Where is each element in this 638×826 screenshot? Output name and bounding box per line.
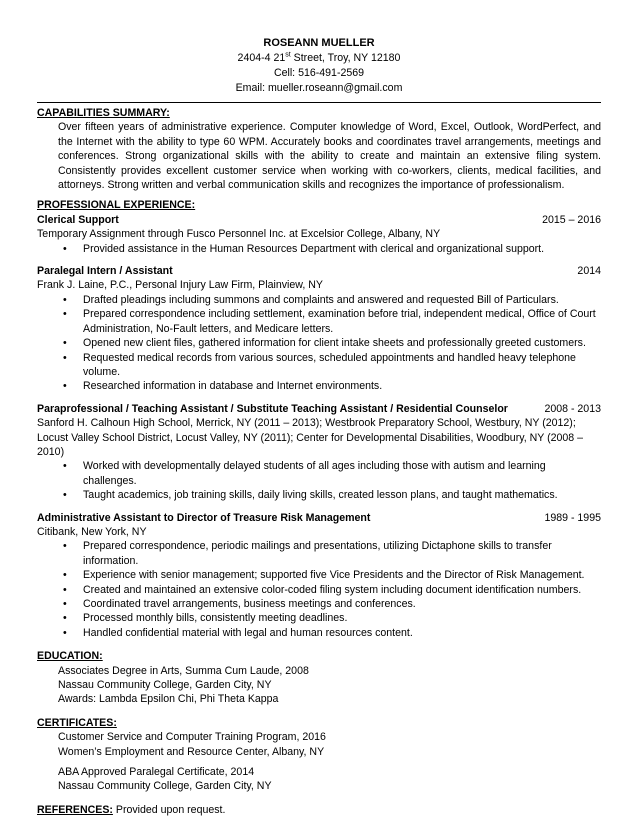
education-details: [58, 664, 601, 707]
job-organization: Sanford H. Calhoun High School, Merrick, NY (2011 – 2013); Westbrook Preparatory School, Westbury, NY (2012); Locust Valley School District, Locust Valley, NY (2011); Center for Developmental Disabilities, Woodbury, NY (2008 – 2010): [37, 417, 584, 458]
education-heading: EDUCATION:: [37, 650, 103, 663]
education-line: Awards: Lambda Epsilon Chi, Phi Theta Kappa: [58, 693, 279, 706]
job-entry: [37, 213, 601, 256]
email-address: Email: mueller.roseann@gmail.com: [235, 82, 403, 94]
job-header: [37, 213, 601, 227]
header-divider: [37, 102, 601, 103]
job-bullet-list: [37, 459, 601, 502]
job-bullet: • Experience with senior management; supported five Vice Presidents and the Director of Risk Management.: [37, 568, 601, 582]
certificate-line: Customer Service and Computer Training Program, 2016: [58, 731, 326, 744]
job-bullet-list: [37, 293, 601, 394]
resume-header: [0, 36, 638, 96]
job-entry: [37, 511, 601, 641]
candidate-name: ROSEANN MUELLER: [263, 37, 375, 49]
references-text: Provided upon request.: [115, 803, 226, 816]
job-bullet: • Worked with developmentally delayed students of all ages including those with autism and learning challenges.: [37, 459, 601, 488]
job-bullet: • Coordinated travel arrangements, business meetings and conferences.: [37, 597, 601, 611]
job-header: [37, 402, 601, 416]
job-bullet: • Created and maintained an extensive color-coded filing system including document identification numbers.: [37, 583, 601, 597]
job-title: Paralegal Intern / Assistant: [37, 265, 173, 278]
job-header: [37, 264, 601, 278]
resume-body: [37, 106, 601, 817]
job-dates: 2014: [577, 265, 601, 278]
job-bullet: • Provided assistance in the Human Resources Department with clerical and organizational support.: [37, 242, 601, 256]
job-entry: [37, 402, 601, 503]
certificate-line: ABA Approved Paralegal Certificate, 2014: [58, 766, 255, 779]
job-title: Paraprofessional / Teaching Assistant / Substitute Teaching Assistant / Residential Counselor: [37, 402, 508, 415]
job-bullet: • Processed monthly bills, consistently meeting deadlines.: [37, 611, 601, 625]
job-organization: Frank J. Laine, P.C., Personal Injury Law Firm, Plainview, NY: [37, 279, 323, 292]
job-organization: Temporary Assignment through Fusco Personnel Inc. at Excelsior College, Albany, NY: [37, 228, 441, 241]
address-number: 2404-4 21: [237, 52, 286, 64]
certificates-heading: CERTIFICATES:: [37, 716, 117, 729]
references-heading: REFERENCES:: [37, 803, 113, 816]
job-bullet: • Prepared correspondence, periodic mailings and presentations, utilizing Dictaphone skills to transfer information.: [37, 539, 601, 568]
job-header: [37, 511, 601, 525]
experience-heading: PROFESSIONAL EXPERIENCE:: [37, 199, 196, 212]
job-bullet-list: [37, 539, 601, 640]
job-bullet: • Researched information in database and Internet environments.: [37, 379, 601, 393]
address-line: [0, 51, 638, 66]
job-entry: [37, 264, 601, 394]
job-bullet: • Prepared correspondence including settlement, examination before trial, independent medical, Office of Court Administration, No-Fault letters, and Medicare letters.: [37, 307, 601, 336]
job-title: Administrative Assistant to Director of Treasure Risk Management: [37, 511, 371, 524]
cell-phone: Cell: 516-491-2569: [273, 67, 365, 79]
education-line: Associates Degree in Arts, Summa Cum Laude, 2008: [58, 664, 309, 677]
references-line: [37, 803, 601, 817]
certificate-group: [58, 765, 601, 794]
job-dates: 1989 - 1995: [544, 511, 601, 524]
job-bullet: • Handled confidential material with legal and human resources content.: [37, 626, 601, 640]
job-bullet: • Opened new client files, gathered information for client intake sheets and professionally greeted customers.: [37, 336, 601, 350]
summary-heading: CAPABILITIES SUMMARY:: [37, 107, 170, 119]
summary-text: Over fifteen years of administrative experience. Computer knowledge of Word, Excel, Outlook, WordPerfect, and the Internet with the ability to type 60 WPM. Accurately books and coordinates travel arrangements, meetings and conferences. Strong organizational skills with the ability to create and maintain an extensive filing system. Consistently provides excellent customer service when working with co-workers, clients, medical facilities, and attorneys. Strong written and verbal communication skills and recognizes the importance of professionalism.: [58, 121, 601, 192]
job-title: Clerical Support: [37, 213, 119, 226]
job-bullet: • Requested medical records from various sources, scheduled appointments and handled heavy telephone volume.: [37, 351, 601, 380]
education-line: Nassau Community College, Garden City, NY: [58, 679, 272, 692]
job-bullet: • Drafted pleadings including summons and complaints and answered and requested Bill of Particulars.: [37, 293, 601, 307]
address-ordinal: st: [285, 51, 291, 59]
certificate-line: Nassau Community College, Garden City, NY: [58, 780, 272, 793]
job-dates: 2015 – 2016: [542, 213, 601, 226]
certificate-group: [58, 730, 601, 759]
job-dates: 2008 - 2013: [544, 402, 601, 415]
certificate-line: Women’s Employment and Resource Center, Albany, NY: [58, 745, 325, 758]
job-organization: Citibank, New York, NY: [37, 525, 147, 538]
address-street: Street, Troy, NY 12180: [290, 52, 401, 64]
job-bullet-list: [37, 242, 601, 256]
job-bullet: • Taught academics, job training skills, daily living skills, created lesson plans, and taught mathematics.: [37, 488, 601, 502]
